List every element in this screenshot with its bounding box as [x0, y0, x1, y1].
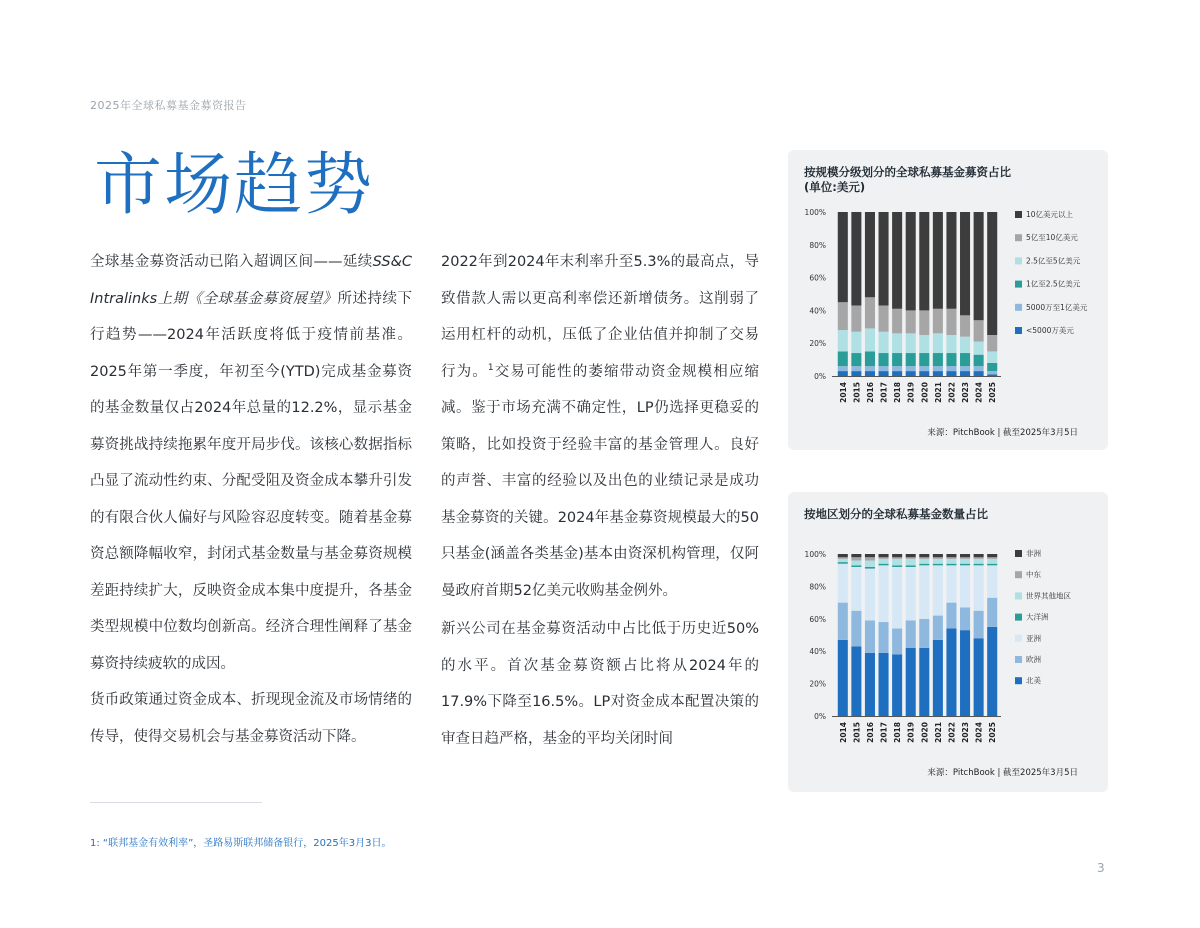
bar-segment — [919, 557, 929, 559]
legend-swatch — [1015, 234, 1022, 241]
bar-segment — [987, 565, 997, 597]
chart-card-region — [788, 492, 1108, 792]
bar-segment — [960, 337, 970, 353]
bar-segment — [960, 366, 970, 371]
paragraph: 新兴公司在基金募资活动中占比低于历史近50%的水平。首次基金募资额占比将从2024年的17.9%下降至16.5%。LP对资金成本配置决策的审查日趋严格，基金的平均关闭时间 — [441, 621, 759, 747]
bar-segment — [933, 212, 943, 309]
publication-reference: SS&C Intralinks上期《全球基金募资展望》 — [90, 254, 412, 307]
fund-size-chart — [788, 150, 1108, 450]
bar-segment — [879, 353, 889, 366]
bar-segment — [892, 371, 902, 376]
footnote-ref[interactable]: 1 — [487, 362, 494, 373]
bar-segment — [987, 554, 997, 557]
page-number: 3 — [1097, 861, 1105, 875]
x-tick-label: 2018 — [893, 722, 903, 743]
bar-segment — [851, 554, 861, 557]
bar-segment — [919, 310, 929, 335]
legend-swatch — [1015, 304, 1022, 311]
bar-segment — [974, 564, 984, 566]
legend-label: 非洲 — [1026, 549, 1041, 558]
bar-segment — [960, 554, 970, 557]
bar-segment — [865, 554, 875, 557]
bar-segment — [960, 630, 970, 716]
x-tick-label: 2021 — [933, 382, 943, 403]
bar-segment — [974, 371, 984, 376]
bar-segment — [892, 353, 902, 366]
bar-segment — [974, 557, 984, 559]
paragraph: 货币政策通过资金成本、折现现金流及市场情绪的传导，使得交易机会与基金募资活动下降。 — [90, 692, 412, 745]
paragraph-text: 所述持续下行趋势——2024年活跃度将低于疫情前基准。2025年第一季度，年初至今(YTD)完成基金募资的基金数量仅占2024年总量的12.2%，显示基金募资挑战持续拖累年度开局步伐。该核心数据指标凸显了流动性约束、分配受阻及资金成本攀升引发的有限合伙人偏好与风险容忍度转变。随着基金募资总额降幅收窄，封闭式基金数量与基金募资规模差距持续扩大，反映资金成本集中度提升，各基金类型规模中位数均创新高。经济合理性阐释了基金募资持续疲软的成因。 — [90, 290, 412, 672]
x-tick-label: 2024 — [974, 382, 984, 403]
legend-swatch — [1015, 327, 1022, 334]
page-title: 市场趋势 — [94, 146, 375, 225]
bar-segment — [933, 565, 943, 615]
chart-title: 按规模分级划分的全球私募基金募资占比 — [804, 165, 1011, 179]
bar-segment — [838, 351, 848, 366]
bar-segment — [946, 564, 956, 566]
bar-segment — [851, 371, 861, 376]
bar-segment — [960, 557, 970, 559]
bar-segment — [838, 557, 848, 559]
bar-segment — [974, 366, 984, 371]
bar-segment — [960, 371, 970, 376]
bar-segment — [906, 565, 916, 567]
y-tick-label: 60% — [809, 614, 826, 624]
bar-segment — [960, 353, 970, 366]
bar-segment — [865, 351, 875, 366]
legend-swatch — [1015, 571, 1022, 578]
bar-segment — [865, 569, 875, 621]
bar-segment — [933, 559, 943, 564]
bar-segment — [987, 559, 997, 564]
x-tick-label: 2023 — [961, 382, 971, 403]
bar-segment — [879, 371, 889, 376]
bar-segment — [946, 554, 956, 557]
bar-segment — [946, 212, 956, 309]
bar-segment — [946, 309, 956, 335]
x-tick-label: 2023 — [961, 722, 971, 743]
y-tick-label: 80% — [809, 240, 826, 250]
bar-segment — [960, 315, 970, 336]
y-tick-label: 100% — [804, 208, 826, 217]
bar-segment — [933, 640, 943, 716]
bar-segment — [892, 309, 902, 334]
bar-segment — [933, 554, 943, 557]
chart-title: 按地区划分的全球私募基金数量占比 — [804, 507, 988, 521]
bar-segment — [974, 611, 984, 639]
x-tick-label: 2025 — [988, 722, 998, 743]
x-tick-label: 2019 — [906, 382, 916, 403]
bar-segment — [851, 353, 861, 366]
bar-segment — [906, 353, 916, 366]
bar-segment — [946, 335, 956, 353]
legend-label: 大洋洲 — [1026, 612, 1049, 622]
bar-segment — [906, 559, 916, 565]
bar-segment — [892, 366, 902, 371]
bar-segment — [974, 320, 984, 341]
bar-segment — [906, 371, 916, 376]
bar-segment — [933, 371, 943, 376]
bar-segment — [879, 622, 889, 653]
bar-segment — [892, 212, 902, 309]
chart-source: 来源：PitchBook | 截至2025年3月5日 — [927, 768, 1078, 778]
legend-label: 10亿美元以上 — [1026, 210, 1074, 219]
bar-segment — [974, 342, 984, 355]
bar-segment — [838, 212, 848, 302]
legend-label: 2.5亿至5亿美元 — [1026, 256, 1081, 266]
paragraph — [90, 244, 412, 682]
paragraph — [441, 244, 759, 609]
chart-source: 来源：PitchBook | 截至2025年3月5日 — [927, 428, 1078, 438]
footnote-divider — [90, 802, 262, 803]
x-tick-label: 2014 — [838, 382, 848, 403]
bar-segment — [974, 559, 984, 564]
bar-segment — [933, 366, 943, 371]
bar-segment — [892, 557, 902, 559]
bar-segment — [933, 616, 943, 640]
y-tick-label: 20% — [809, 679, 826, 689]
bar-segment — [879, 564, 889, 566]
bar-segment — [865, 653, 875, 716]
bar-segment — [838, 302, 848, 330]
chart-title: (单位:美元) — [804, 180, 866, 194]
y-tick-label: 0% — [814, 372, 826, 381]
bar-segment — [906, 333, 916, 353]
bar-segment — [974, 212, 984, 320]
chart-card-fund-size — [788, 150, 1108, 450]
bar-segment — [987, 212, 997, 335]
legend-label: 北美 — [1026, 676, 1041, 686]
bar-segment — [946, 366, 956, 371]
bar-segment — [838, 564, 848, 603]
bar-segment — [838, 559, 848, 562]
bar-segment — [960, 607, 970, 630]
x-tick-label: 2017 — [879, 722, 889, 743]
bar-segment — [892, 629, 902, 655]
bar-segment — [892, 333, 902, 353]
legend-label: 世界其他地区 — [1026, 591, 1071, 601]
bar-segment — [974, 554, 984, 557]
body-column-right — [441, 244, 759, 757]
bar-segment — [851, 565, 861, 567]
bar-segment — [974, 565, 984, 610]
y-tick-label: 100% — [804, 550, 826, 559]
x-tick-label: 2022 — [947, 722, 957, 743]
bar-segment — [933, 353, 943, 366]
paragraph-text: 全球基金募资活动已陷入超调区间——延续 — [90, 254, 373, 270]
bar-segment — [879, 557, 889, 559]
legend-label: 亚洲 — [1026, 633, 1041, 643]
bar-segment — [946, 371, 956, 376]
bar-segment — [906, 310, 916, 333]
bar-segment — [987, 335, 997, 351]
paragraph-text: 2022年到2024年末利率升至5.3%的最高点，导致借款人需以更高利率偿还新增债务。这削弱了运用杠杆的动机，压低了企业估值并抑制了交易行为。 — [441, 254, 759, 380]
bar-segment — [960, 212, 970, 315]
bar-segment — [906, 366, 916, 371]
bar-segment — [946, 629, 956, 716]
bar-segment — [865, 328, 875, 351]
legend-label: 中东 — [1026, 570, 1041, 580]
legend-swatch — [1015, 614, 1022, 621]
x-tick-label: 2021 — [933, 722, 943, 743]
legend-label: 欧洲 — [1026, 655, 1041, 664]
bar-segment — [838, 554, 848, 557]
bar-segment — [919, 554, 929, 557]
bar-segment — [974, 638, 984, 716]
bar-segment — [919, 353, 929, 366]
bar-segment — [851, 305, 861, 331]
legend-swatch — [1015, 211, 1022, 218]
bar-segment — [892, 559, 902, 565]
bar-segment — [865, 620, 875, 652]
bar-segment — [987, 363, 997, 371]
bar-segment — [987, 351, 997, 362]
bar-segment — [933, 309, 943, 334]
x-tick-label: 2019 — [906, 722, 916, 743]
bar-segment — [987, 557, 997, 559]
x-tick-label: 2014 — [838, 722, 848, 743]
bar-segment — [906, 620, 916, 648]
bar-segment — [851, 212, 861, 305]
legend-swatch — [1015, 550, 1022, 557]
bar-segment — [865, 557, 875, 560]
bar-segment — [933, 564, 943, 566]
bar-segment — [838, 562, 848, 564]
bar-segment — [838, 640, 848, 716]
y-tick-label: 60% — [809, 273, 826, 283]
x-tick-label: 2015 — [852, 382, 862, 403]
bar-segment — [879, 554, 889, 557]
y-tick-label: 0% — [814, 712, 826, 721]
legend-label: 5000万至1亿美元 — [1026, 302, 1088, 312]
bar-segment — [946, 353, 956, 366]
legend-label: <5000万美元 — [1026, 326, 1074, 335]
y-tick-label: 80% — [809, 582, 826, 592]
legend-swatch — [1015, 281, 1022, 288]
bar-segment — [933, 557, 943, 559]
running-header: 2025年全球私募基金募资报告 — [90, 99, 247, 112]
bar-segment — [906, 648, 916, 716]
x-tick-label: 2016 — [865, 382, 875, 403]
y-tick-label: 20% — [809, 339, 826, 349]
legend-swatch — [1015, 635, 1022, 642]
bar-segment — [906, 567, 916, 620]
bar-segment — [987, 627, 997, 716]
bar-segment — [838, 366, 848, 371]
bar-segment — [892, 554, 902, 557]
x-tick-label: 2016 — [865, 722, 875, 743]
bar-segment — [879, 366, 889, 371]
bar-segment — [879, 305, 889, 331]
bar-segment — [851, 557, 861, 560]
bar-segment — [879, 332, 889, 353]
bar-segment — [892, 567, 902, 629]
legend-swatch — [1015, 592, 1022, 599]
bar-segment — [906, 557, 916, 559]
bar-segment — [946, 603, 956, 629]
bar-segment — [865, 297, 875, 328]
bar-segment — [879, 212, 889, 305]
legend-swatch — [1015, 677, 1022, 684]
bar-segment — [865, 366, 875, 371]
bar-segment — [851, 611, 861, 647]
legend-swatch — [1015, 656, 1022, 663]
bar-segment — [933, 333, 943, 353]
bar-segment — [892, 654, 902, 716]
bar-segment — [838, 603, 848, 640]
bar-segment — [838, 371, 848, 376]
x-tick-label: 2018 — [893, 382, 903, 403]
bar-segment — [879, 565, 889, 622]
bar-segment — [865, 212, 875, 297]
legend-label: 5亿至10亿美元 — [1026, 233, 1078, 243]
bar-segment — [879, 653, 889, 716]
bar-segment — [946, 565, 956, 602]
bar-segment — [960, 565, 970, 607]
bar-segment — [838, 330, 848, 351]
x-tick-label: 2024 — [974, 722, 984, 743]
body-column-left — [90, 244, 412, 755]
region-chart — [788, 492, 1108, 792]
footnote: 1: “联邦基金有效利率”，圣路易斯联邦储备银行，2025年3月3日。 — [90, 838, 392, 849]
bar-segment — [987, 564, 997, 566]
bar-segment — [906, 554, 916, 557]
bar-segment — [919, 559, 929, 564]
x-tick-label: 2017 — [879, 382, 889, 403]
legend-swatch — [1015, 257, 1022, 264]
bar-segment — [987, 371, 997, 374]
bar-segment — [865, 567, 875, 569]
bar-segment — [960, 559, 970, 564]
bar-segment — [919, 565, 929, 618]
bar-segment — [865, 371, 875, 376]
bar-segment — [851, 646, 861, 716]
bar-segment — [946, 557, 956, 559]
bar-segment — [960, 564, 970, 566]
bar-segment — [865, 560, 875, 566]
legend-label: 1亿至2.5亿美元 — [1026, 279, 1081, 289]
bar-segment — [919, 371, 929, 376]
x-tick-label: 2025 — [988, 382, 998, 403]
bar-segment — [892, 565, 902, 567]
bar-segment — [919, 619, 929, 648]
bar-segment — [879, 559, 889, 564]
y-tick-label: 40% — [809, 647, 826, 657]
bar-segment — [851, 332, 861, 353]
paragraph-text: 交易可能性的萎缩带动资金规模相应缩减。鉴于市场充满不确定性，LP仍选择更稳妥的策略，比如投资于经验丰富的基金管理人。良好的声誉、丰富的经验以及出色的业绩记录是成功基金募资的关键。2024年基金募资规模最大的50只基金(涵盖各类基金)基本由资深机构管理，仅阿曼政府首期52亿美元收购基金例外。 — [441, 363, 760, 599]
bar-segment — [851, 366, 861, 371]
bar-segment — [919, 366, 929, 371]
y-tick-label: 40% — [809, 306, 826, 316]
bar-segment — [906, 212, 916, 310]
bar-segment — [851, 567, 861, 611]
bar-segment — [987, 598, 997, 627]
bar-segment — [946, 559, 956, 564]
x-tick-label: 2015 — [852, 722, 862, 743]
bar-segment — [919, 335, 929, 353]
bar-segment — [919, 564, 929, 566]
x-tick-label: 2020 — [920, 722, 930, 743]
bar-segment — [987, 374, 997, 376]
bar-segment — [851, 560, 861, 565]
x-tick-label: 2022 — [947, 382, 957, 403]
bar-segment — [974, 355, 984, 366]
x-tick-label: 2020 — [920, 382, 930, 403]
bar-segment — [919, 212, 929, 310]
bar-segment — [919, 648, 929, 716]
